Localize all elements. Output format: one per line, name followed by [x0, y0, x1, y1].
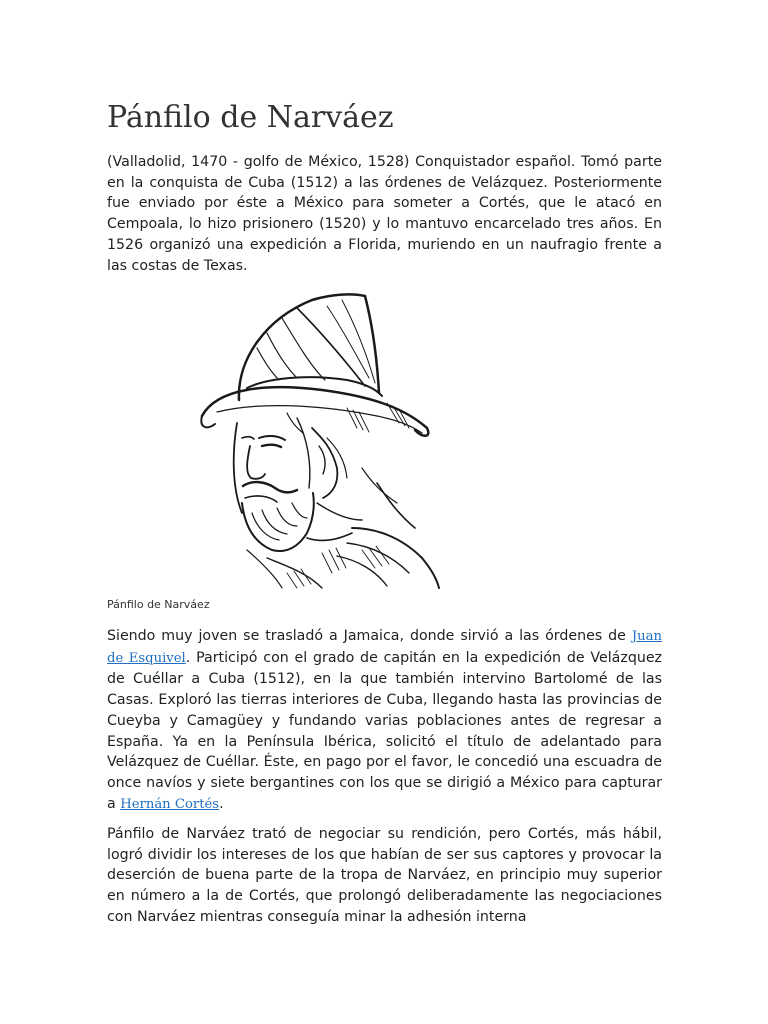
intro-paragraph: (Valladolid, 1470 - golfo de México, 1528) Conquistador español. Tomó parte en la conquista de Cuba (1512) a las órdenes de Velázquez. Posteriormente fue enviado por éste a México para someter a Cortés, que le atacó en Cempoala, lo hizo prisionero (1520) y lo mantuvo encarcelado tres años. En 1526 organizó una expedición a Florida, muriendo en un naufragio frente a las costas de Texas. — [107, 154, 662, 274]
paragraph-text: . Participó con el grado de capitán en la expedición de Velázquez de Cuéllar a Cuba (1512), en la que también intervino Bartolomé de las Casas. Exploró las tierras interiores de Cuba, llegando hasta las provincias de Cueyba y Camagüey y fundando varias poblaciones antes de regresar a España. Ya en la Península Ibérica, solicitó el título de adelantado para Velázquez de Cuéllar. Éste, en pago por el favor, le concedió una escuadra de once navíos y siete bergantines con los que se dirigió a México para capturar a — [107, 649, 662, 812]
body-paragraph-2 — [107, 626, 662, 815]
portrait-image — [147, 288, 447, 591]
body-paragraph-3: Pánfilo de Narváez trató de negociar su rendición, pero Cortés, más hábil, logró dividir los intereses de los que habían de ser sus captores y provocar la deserción de buena parte de la tropa de Narváez, en principio muy superior en número a la de Cortés, que prolongó deliberadamente las negociaciones con Narváez mientras conseguía minar la adhesión interna — [107, 826, 662, 925]
image-caption: Pánfilo de Narváez — [107, 598, 210, 611]
link-hernan-cortes[interactable]: Hernán Cortés — [120, 796, 220, 812]
link-juan-de-esquivel[interactable]: Juan de Esquivel — [107, 629, 662, 666]
paragraph-text: . — [219, 795, 224, 812]
paragraph-text: Siendo muy joven se trasladó a Jamaica, donde sirvió a las órdenes de — [107, 628, 632, 644]
page-title: Pánfilo de Narváez — [107, 100, 394, 135]
